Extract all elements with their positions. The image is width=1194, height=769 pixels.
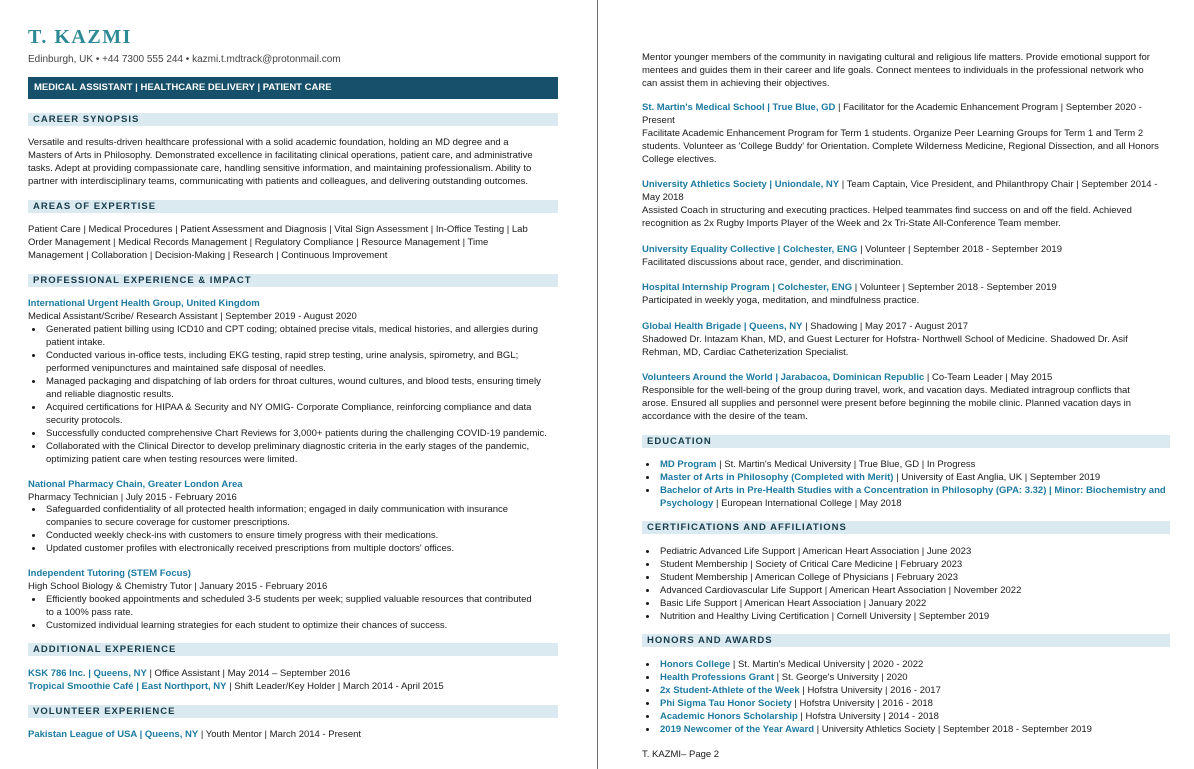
job-role: Medical Assistant/Scribe/ Research Assistant | September 2019 - August 2020 <box>28 311 357 322</box>
job-bullet: • Conducted various in-office tests, including EKG testing, rapid strep testing, urine analysis, spirometry, and BGL; performed venipunctures and maintained safe disposal of needles. <box>44 349 558 375</box>
expertise-heading: AREAS OF EXPERTISE <box>28 200 558 213</box>
education-heading: EDUCATION <box>642 435 1170 448</box>
expertise-text <box>28 223 558 262</box>
synopsis-line: tasks. Adept at providing compassionate care, handling sensitive information, and maintaining professionalism. Ability to <box>28 163 532 174</box>
synopsis-text <box>28 136 558 188</box>
additional-heading: ADDITIONAL EXPERIENCE <box>28 643 558 656</box>
page-divider <box>597 0 598 769</box>
certification-item: • Nutrition and Healthy Living Certification | Cornell University | September 2019 <box>658 610 1170 623</box>
honor-item: • 2019 Newcomer of the Year Award | University Athletics Society | September 2018 - September 2019 <box>658 723 1170 736</box>
headline-banner: MEDICAL ASSISTANT | HEALTHCARE DELIVERY | PATIENT CARE <box>28 77 558 99</box>
resume-page-2 <box>599 0 1194 769</box>
expertise-line: Patient Care | Medical Procedures | Patient Assessment and Diagnosis | Vital Sign Assessment | In-Office Testing | Lab <box>28 224 528 235</box>
education-item: • Master of Arts in Philosophy (Completed with Merit) | University of East Anglia, UK | September 2019 <box>658 471 1170 484</box>
volunteer-item: Hospital Internship Program | Colchester, ENG | Volunteer | September 2018 - September 2019 Participated in weekly yoga, meditation, and mindfulness practice. <box>642 282 1057 306</box>
volunteer-desc: Mentor younger members of the community in navigating cultural and religious life matters. Provide emotional support for mentees and guides them in their career and life goals. Connect mentees to individuals in the professional network who can assist them in achieving their objectives. <box>642 52 1150 89</box>
expertise-line: Order Management | Medical Records Management | Regulatory Compliance | Resource Management | Time <box>28 237 489 248</box>
contact-line: Edinburgh, UK • +44 7300 555 244 • kazmi.t.mdtrack@protonmail.com <box>28 54 341 65</box>
education-list <box>642 458 1170 510</box>
certification-item: • Student Membership | Society of Critical Care Medicine | February 2023 <box>658 558 1170 571</box>
job-role: Pharmacy Technician | July 2015 - February 2016 <box>28 492 237 503</box>
synopsis-line: Masters of Arts in Philosophy. Demonstrated excellence in facilitating clinical operations, patient care, and administrative <box>28 150 533 161</box>
volunteer-heading: VOLUNTEER EXPERIENCE <box>28 705 558 718</box>
volunteer-item: Volunteers Around the World | Jarabacoa, Dominican Republic | Co-Team Leader | May 2015 Responsible for the well-being of the group during travel, work, and vacation days. Mediated intragroup conflicts that arose. Ensured all supplies and personnel were present before beginning the mobile clinic. Planned vacation days in accordance with the desire of the team. <box>642 372 1132 422</box>
education-item: • MD Program | St. Martin's Medical University | True Blue, GD | In Progress <box>658 458 1170 471</box>
job-bullet: • Generated patient billing using ICD10 and CPT coding; obtained precise vitals, medical histories, and allergies during patient intake. <box>44 323 558 349</box>
job-org: International Urgent Health Group, United Kingdom <box>28 298 260 309</box>
job-bullet: • Efficiently booked appointments and scheduled 3-5 students per week; supplied valuable resources that contributed to a 100% pass rate. <box>44 593 558 619</box>
job-bullets <box>28 323 558 466</box>
job-bullet: • Updated customer profiles with electronically received prescriptions from multiple doctors' offices. <box>44 542 558 555</box>
volunteer-item: Global Health Brigade | Queens, NY | Shadowing | May 2017 - August 2017 Shadowed Dr. Intazam Khan, MD, and Guest Lecturer for Hofstra- Northwell School of Medicine. Shadowed Dr. Asif Rehman, MD, Cardiac Catheterization Specialist. <box>642 321 1128 358</box>
job-bullet: • Managed packaging and dispatching of lab orders for throat cultures, wound cultures, and blood tests, ensuring timely and reliable diagnostic results. <box>44 375 558 401</box>
job-org: Independent Tutoring (STEM Focus) <box>28 568 191 579</box>
candidate-name: T. KAZMI <box>28 26 132 48</box>
certification-item: • Basic Life Support | American Heart Association | January 2022 <box>658 597 1170 610</box>
certifications-heading: CERTIFICATIONS AND AFFILIATIONS <box>642 521 1170 534</box>
certification-item: • Student Membership | American College of Physicians | February 2023 <box>658 571 1170 584</box>
job-bullet: • Customized individual learning strategies for each student to optimize their chances of success. <box>44 619 558 632</box>
expertise-line: Management | Collaboration | Decision-Making | Research | Continuous Improvement <box>28 250 388 261</box>
additional-list <box>28 667 558 693</box>
volunteer-item: University Equality Collective | Colchester, ENG | Volunteer | September 2018 - September 2019 Facilitated discussions about race, gender, and discrimination. <box>642 244 1063 268</box>
certification-item: • Advanced Cardiovascular Life Support | American Heart Association | November 2022 <box>658 584 1170 597</box>
synopsis-line: partner with interdisciplinary teams, communicating with patients and colleagues, and delivering outstanding outcomes. <box>28 176 529 187</box>
job-bullet: • Conducted weekly check-ins with customers to ensure timely progress with their medications. <box>44 529 558 542</box>
honor-item: • Phi Sigma Tau Honor Society | Hofstra University | 2016 - 2018 <box>658 697 1170 710</box>
job-entry <box>28 567 558 593</box>
additional-item: Tropical Smoothie Café | East Northport, NY | Shift Leader/Key Holder | March 2014 - April 2015 <box>28 681 444 692</box>
experience-heading: PROFESSIONAL EXPERIENCE & IMPACT <box>28 274 558 287</box>
honor-item: • Honors College | St. Martin's Medical University | 2020 - 2022 <box>658 658 1170 671</box>
volunteer-item: St. Martin's Medical School | True Blue, GD | Facilitator for the Academic Enhancement Program | September 2020 - Present Facilitate Academic Enhancement Program for Term 1 students. Organize Peer Learning Groups for Term 1 and Term 2 students. Volunteer as 'College Buddy' for Orientation. Complete Wilderness Medicine, Regional Dissection, and all Honors College electives. <box>642 102 1159 165</box>
certification-item: • Pediatric Advanced Life Support | American Heart Association | June 2023 <box>658 545 1170 558</box>
additional-item: KSK 786 Inc. | Queens, NY | Office Assistant | May 2014 – September 2016 <box>28 668 351 679</box>
honor-item: • 2x Student-Athlete of the Week | Hofstra University | 2016 - 2017 <box>658 684 1170 697</box>
job-role: High School Biology & Chemistry Tutor | January 2015 - February 2016 <box>28 581 328 592</box>
job-entry <box>28 297 558 323</box>
job-org: National Pharmacy Chain, Greater London Area <box>28 479 243 490</box>
honors-list <box>642 658 1170 736</box>
job-bullets <box>28 593 558 632</box>
synopsis-line: Versatile and results-driven healthcare professional with a solid academic foundation, holding an MD degree and a <box>28 137 509 148</box>
job-entry <box>28 478 558 504</box>
page-footer: T. KAZMI– Page 2 <box>642 749 720 760</box>
job-bullet: • Successfully conducted comprehensive Chart Reviews for 3,000+ patients during the challenging COVID-19 pandemic. <box>44 427 558 440</box>
honor-item: • Health Professions Grant | St. George's University | 2020 <box>658 671 1170 684</box>
honors-heading: HONORS AND AWARDS <box>642 634 1170 647</box>
education-item: • Bachelor of Arts in Pre-Health Studies with a Concentration in Philosophy (GPA: 3.32) | Minor: Biochemistry and Psychology | European International College | May 2018 <box>658 484 1170 510</box>
synopsis-heading: CAREER SYNOPSIS <box>28 113 558 126</box>
certifications-list <box>642 545 1170 623</box>
job-bullet: • Safeguarded confidentiality of all protected health information; engaged in daily communication with insurance companies to secure coverage for customer prescriptions. <box>44 503 558 529</box>
volunteer-item: University Athletics Society | Uniondale, NY | Team Captain, Vice President, and Philanthropy Chair | September 2014 - May 2018 Assisted Coach in structuring and executing practices. Helped teammates find success on and off the field. Achieved recognition as 2x Rugby Imports Player of the Week and 2x Tri-State All-Conference Team member. <box>642 179 1158 229</box>
job-bullets <box>28 503 558 555</box>
job-bullet: • Acquired certifications for HIPAA & Security and NY OMIG- Corporate Compliance, reinforcing compliance and data security protocols. <box>44 401 558 427</box>
volunteer-item: Pakistan League of USA | Queens, NY | Youth Mentor | March 2014 - Present <box>28 729 362 740</box>
job-bullet: • Collaborated with the Clinical Director to develop preliminary diagnostic criteria in the early stages of the pandemic, optimizing patient care when testing resources were limited. <box>44 440 558 466</box>
honor-item: • Academic Honors Scholarship | Hofstra University | 2014 - 2018 <box>658 710 1170 723</box>
